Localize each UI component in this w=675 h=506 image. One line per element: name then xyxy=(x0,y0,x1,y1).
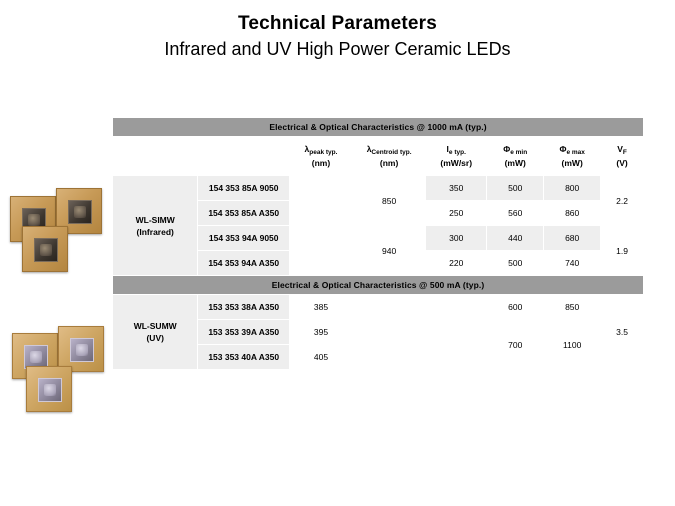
peak-wavelength-cell-ir xyxy=(289,176,352,276)
band-500ma-label: Electrical & Optical Characteristics @ 500 mA (typ.) xyxy=(113,276,644,295)
centroid-wavelength-cell-uv xyxy=(353,295,426,370)
forward-voltage-850: 2.2 xyxy=(601,176,644,226)
product-name-line2: (UV) xyxy=(146,333,164,343)
centroid-wavelength-940: 940 xyxy=(353,226,426,276)
led-emitter xyxy=(44,384,56,396)
product-name-line1: WL-SUMW xyxy=(133,321,177,331)
radiant-power-min-merged: 700 xyxy=(487,320,544,370)
page-subtitle: Infrared and UV High Power Ceramic LEDs xyxy=(164,39,511,59)
peak-wavelength-cell: 385 xyxy=(289,295,352,320)
partnumber-cell: 154 353 94A 9050 xyxy=(198,226,290,251)
centroid-wavelength-850: 850 xyxy=(353,176,426,226)
partnumber-cell: 153 353 40A A350 xyxy=(198,345,290,370)
header-centroid-sub: Centroid typ. xyxy=(371,149,412,156)
radiant-intensity-cell: 300 xyxy=(426,226,487,251)
partnumber-cell: 154 353 94A A350 xyxy=(198,251,290,276)
header-peak-sub: peak typ. xyxy=(309,149,338,156)
radiant-power-max-cell: 680 xyxy=(544,226,601,251)
radiant-power-max-cell: 740 xyxy=(544,251,601,276)
specs-table xyxy=(112,117,644,370)
header-peak-wavelength xyxy=(289,137,352,176)
peak-wavelength-cell: 395 xyxy=(289,320,352,345)
led-emitter xyxy=(74,206,86,218)
header-peak-symbol: λ xyxy=(304,144,310,154)
header-ie-unit: (mW/sr) xyxy=(440,158,473,168)
led-emitter xyxy=(40,244,52,256)
peak-wavelength-cell: 405 xyxy=(289,345,352,370)
led-emitter xyxy=(30,351,42,363)
table-row xyxy=(113,176,644,201)
radiant-power-max-merged: 1100 xyxy=(544,320,601,370)
header-phimax-symbol: Φ xyxy=(559,144,567,154)
led-emitter xyxy=(28,214,40,226)
radiant-power-max-cell: 860 xyxy=(544,201,601,226)
title-block xyxy=(0,0,675,61)
header-centroid-wavelength xyxy=(353,137,426,176)
led-emitter xyxy=(76,344,88,356)
radiant-power-min-cell: 500 xyxy=(487,251,544,276)
led-chip xyxy=(70,338,94,362)
table-row xyxy=(113,295,644,320)
radiant-power-min-cell: 600 xyxy=(487,295,544,320)
header-ie-symbol: I xyxy=(446,144,449,154)
radiant-intensity-cell: 220 xyxy=(426,251,487,276)
header-peak-unit: (nm) xyxy=(311,158,331,168)
product-name-infrared xyxy=(113,176,198,276)
product-name-line2: (Infrared) xyxy=(136,226,174,237)
forward-voltage-uv: 3.5 xyxy=(601,295,644,370)
led-substrate xyxy=(22,226,68,272)
led-chip xyxy=(38,378,62,402)
header-phimin-sub: e min xyxy=(510,149,528,156)
header-forward-voltage xyxy=(601,137,644,176)
header-phimin-unit: (mW) xyxy=(504,158,526,168)
led-chip xyxy=(34,238,58,262)
header-ie-sub: e typ. xyxy=(448,149,466,156)
table-header-row xyxy=(113,137,644,176)
header-phimax-sub: e max xyxy=(566,149,585,156)
product-name-uv xyxy=(113,295,198,370)
header-vf-unit: (V) xyxy=(616,158,628,168)
radiant-power-min-cell: 440 xyxy=(487,226,544,251)
header-phimin-symbol: Φ xyxy=(503,144,511,154)
product-name-line1: WL-SIMW xyxy=(135,214,175,225)
header-product xyxy=(113,137,198,176)
header-radiant-intensity xyxy=(426,137,487,176)
led-substrate xyxy=(26,366,72,412)
radiant-power-max-cell: 850 xyxy=(544,295,601,320)
radiant-intensity-cell: 350 xyxy=(426,176,487,201)
header-vf-symbol: V xyxy=(617,144,623,154)
led-chip xyxy=(68,200,92,224)
partnumber-cell: 154 353 85A 9050 xyxy=(198,176,290,201)
header-radiant-power-max xyxy=(544,137,601,176)
band-1000ma-label: Electrical & Optical Characteristics @ 1000 mA (typ.) xyxy=(113,118,644,137)
radiant-power-max-cell: 800 xyxy=(544,176,601,201)
header-vf-sub: F xyxy=(622,149,627,156)
table-band-row xyxy=(113,276,644,295)
specifications-table xyxy=(112,117,644,370)
radiant-intensity-cell: 250 xyxy=(426,201,487,226)
partnumber-cell: 154 353 85A A350 xyxy=(198,201,290,226)
header-centroid-unit: (nm) xyxy=(379,158,399,168)
header-partnumber xyxy=(198,137,290,176)
page-title: Technical Parameters xyxy=(237,13,438,34)
partnumber-cell: 153 353 39A A350 xyxy=(198,320,290,345)
header-phimax-unit: (mW) xyxy=(561,158,583,168)
radiant-power-min-cell: 500 xyxy=(487,176,544,201)
forward-voltage-940: 1.9 xyxy=(601,226,644,276)
header-radiant-power-min xyxy=(487,137,544,176)
partnumber-cell: 153 353 38A A350 xyxy=(198,295,290,320)
radiant-power-min-cell: 560 xyxy=(487,201,544,226)
table-band-row xyxy=(113,118,644,137)
radiant-intensity-cell-uv xyxy=(426,295,487,370)
header-centroid-symbol: λ xyxy=(366,144,372,154)
